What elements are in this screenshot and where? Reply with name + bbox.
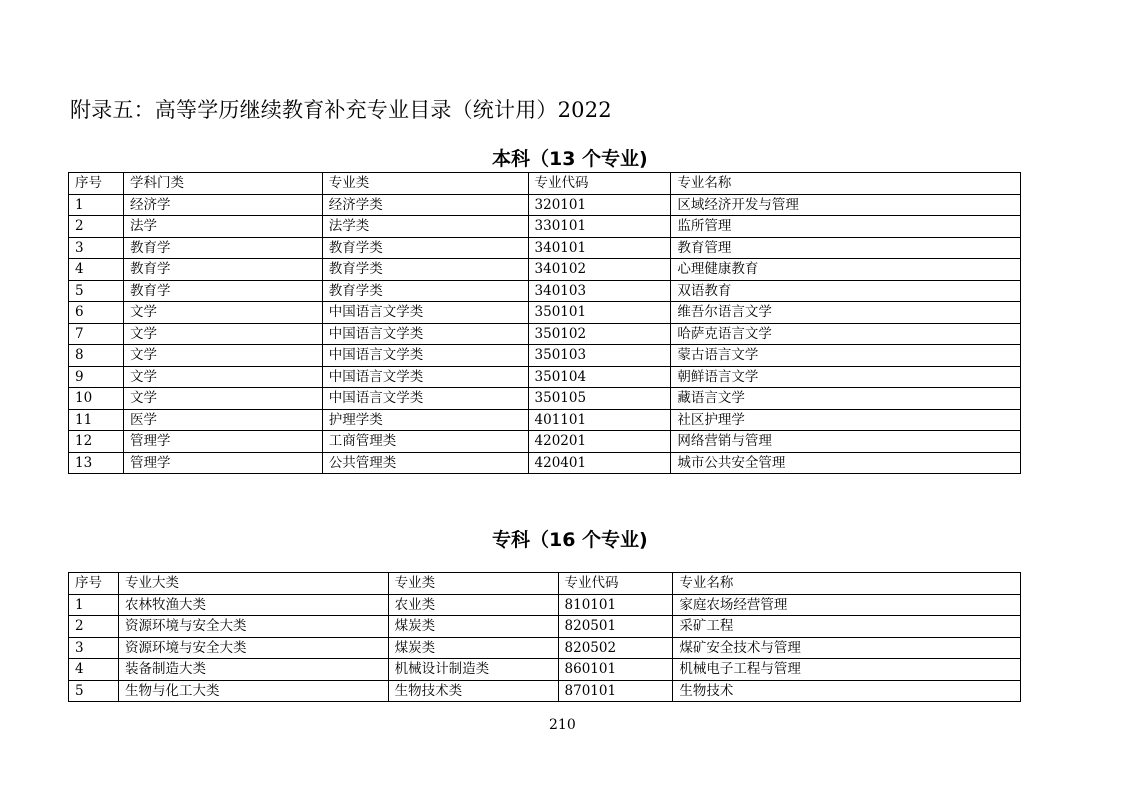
table-cell: 中国语言文学类 [322, 366, 528, 388]
table-row [69, 637, 1021, 659]
table-cell: 机械设计制造类 [388, 659, 558, 681]
table-cell: 护理学类 [322, 409, 528, 431]
table-row [69, 431, 1021, 453]
table-cell: 生物技术 [673, 680, 1021, 702]
table-cell: 生物与化工大类 [118, 680, 388, 702]
table-row [69, 616, 1021, 638]
table-cell: 文学 [123, 345, 322, 367]
table-cell: 3 [69, 237, 124, 259]
table-cell: 820501 [558, 616, 673, 638]
table-cell: 教育管理 [671, 237, 1021, 259]
table-cell: 320101 [528, 194, 671, 216]
table-row [69, 409, 1021, 431]
header-cell: 专业代码 [558, 573, 673, 595]
table-cell: 工商管理类 [322, 431, 528, 453]
table-cell: 法学类 [322, 216, 528, 238]
table-cell: 城市公共安全管理 [671, 452, 1021, 474]
table-row [69, 345, 1021, 367]
table-cell: 采矿工程 [673, 616, 1021, 638]
header-cell: 专业代码 [528, 173, 671, 195]
table-cell: 13 [69, 452, 124, 474]
table-cell: 管理学 [123, 431, 322, 453]
table-cell: 心理健康教育 [671, 259, 1021, 281]
table-row [69, 237, 1021, 259]
header-cell: 专业类 [388, 573, 558, 595]
table-cell: 860101 [558, 659, 673, 681]
header-cell: 专业名称 [671, 173, 1021, 195]
table-header-row [69, 573, 1021, 595]
table-cell: 340102 [528, 259, 671, 281]
page-number: 210 [549, 717, 576, 733]
table-cell: 农业类 [388, 594, 558, 616]
table-cell: 文学 [123, 302, 322, 324]
table-cell: 监所管理 [671, 216, 1021, 238]
table-cell: 6 [69, 302, 124, 324]
table-cell: 330101 [528, 216, 671, 238]
header-cell: 序号 [69, 173, 124, 195]
table-row [69, 659, 1021, 681]
table-cell: 9 [69, 366, 124, 388]
table-cell: 350104 [528, 366, 671, 388]
table-row [69, 216, 1021, 238]
table-cell: 350101 [528, 302, 671, 324]
table-cell: 教育学 [123, 280, 322, 302]
table-cell: 教育学 [123, 259, 322, 281]
table-cell: 870101 [558, 680, 673, 702]
undergraduate-heading: 本科（13 个专业) [492, 148, 648, 170]
table-cell: 网络营销与管理 [671, 431, 1021, 453]
table-cell: 朝鲜语言文学 [671, 366, 1021, 388]
table-cell: 中国语言文学类 [322, 323, 528, 345]
table-cell: 401101 [528, 409, 671, 431]
table-cell: 8 [69, 345, 124, 367]
table-row [69, 302, 1021, 324]
table-cell: 3 [69, 637, 119, 659]
header-cell: 专业名称 [673, 573, 1021, 595]
table-cell: 4 [69, 259, 124, 281]
table-row [69, 194, 1021, 216]
table-cell: 法学 [123, 216, 322, 238]
table-cell: 2 [69, 616, 119, 638]
table-cell: 公共管理类 [322, 452, 528, 474]
table-cell: 哈萨克语言文学 [671, 323, 1021, 345]
table-row [69, 366, 1021, 388]
table-cell: 350105 [528, 388, 671, 410]
header-cell: 序号 [69, 573, 119, 595]
table-cell: 2 [69, 216, 124, 238]
table-cell: 中国语言文学类 [322, 302, 528, 324]
table-cell: 藏语言文学 [671, 388, 1021, 410]
table-cell: 5 [69, 280, 124, 302]
table-cell: 中国语言文学类 [322, 345, 528, 367]
table-cell: 社区护理学 [671, 409, 1021, 431]
table-cell: 12 [69, 431, 124, 453]
table-row [69, 594, 1021, 616]
table-row [69, 680, 1021, 702]
undergraduate-majors-table [68, 172, 1021, 474]
table-cell: 区域经济开发与管理 [671, 194, 1021, 216]
table-row [69, 388, 1021, 410]
junior-college-heading: 专科（16 个专业) [492, 529, 648, 551]
table-cell: 装备制造大类 [118, 659, 388, 681]
table-cell: 420201 [528, 431, 671, 453]
table-cell: 资源环境与安全大类 [118, 637, 388, 659]
table-cell: 4 [69, 659, 119, 681]
table-cell: 810101 [558, 594, 673, 616]
table-cell: 管理学 [123, 452, 322, 474]
table-cell: 双语教育 [671, 280, 1021, 302]
table-cell: 340103 [528, 280, 671, 302]
header-cell: 专业类 [322, 173, 528, 195]
table-cell: 文学 [123, 366, 322, 388]
table-cell: 教育学类 [322, 259, 528, 281]
header-cell: 专业大类 [118, 573, 388, 595]
table-cell: 煤炭类 [388, 637, 558, 659]
table-cell: 5 [69, 680, 119, 702]
table-cell: 文学 [123, 323, 322, 345]
table-cell: 经济学类 [322, 194, 528, 216]
header-cell: 学科门类 [123, 173, 322, 195]
table-cell: 经济学 [123, 194, 322, 216]
table-cell: 7 [69, 323, 124, 345]
table-cell: 教育学类 [322, 280, 528, 302]
table-cell: 1 [69, 194, 124, 216]
table-cell: 蒙古语言文学 [671, 345, 1021, 367]
table-cell: 340101 [528, 237, 671, 259]
table-cell: 中国语言文学类 [322, 388, 528, 410]
table-cell: 文学 [123, 388, 322, 410]
table-row [69, 280, 1021, 302]
table-cell: 教育学类 [322, 237, 528, 259]
table-cell: 820502 [558, 637, 673, 659]
table-cell: 农林牧渔大类 [118, 594, 388, 616]
junior-college-majors-table [68, 572, 1021, 702]
table-cell: 机械电子工程与管理 [673, 659, 1021, 681]
table-cell: 维吾尔语言文学 [671, 302, 1021, 324]
table-cell: 家庭农场经营管理 [673, 594, 1021, 616]
table-cell: 420401 [528, 452, 671, 474]
table-cell: 教育学 [123, 237, 322, 259]
table-row [69, 323, 1021, 345]
table-cell: 煤矿安全技术与管理 [673, 637, 1021, 659]
table-cell: 350102 [528, 323, 671, 345]
document-title: 附录五：高等学历继续教育补充专业目录（统计用）2022 [70, 98, 612, 122]
table-row [69, 259, 1021, 281]
table-cell: 350103 [528, 345, 671, 367]
table-cell: 1 [69, 594, 119, 616]
table-cell: 10 [69, 388, 124, 410]
table-cell: 煤炭类 [388, 616, 558, 638]
table-header-row [69, 173, 1021, 195]
table-cell: 11 [69, 409, 124, 431]
table-cell: 医学 [123, 409, 322, 431]
table-cell: 资源环境与安全大类 [118, 616, 388, 638]
table-cell: 生物技术类 [388, 680, 558, 702]
table-row [69, 452, 1021, 474]
